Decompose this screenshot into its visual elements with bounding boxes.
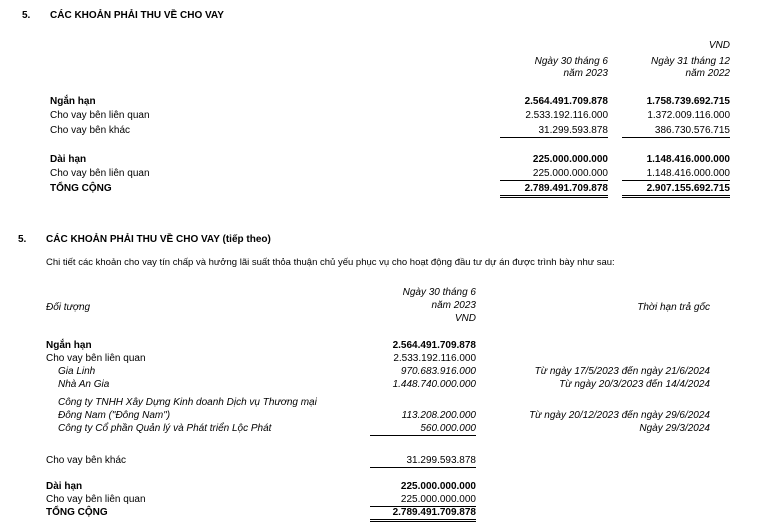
s2-row-label: Đông Nam ("Đông Nam"): [58, 410, 171, 421]
s2-row-amount: 2.533.192.116.000: [393, 353, 476, 364]
s2-row-label: Cho vay bên liên quan: [46, 494, 146, 505]
col-subject-header: Đối tượng: [46, 302, 91, 313]
s1-row-value-2022: 1.148.416.000.000: [646, 154, 730, 165]
s2-row-amount: 113.208.200.000: [401, 410, 476, 421]
s2-row-label: Dài hạn: [46, 481, 83, 492]
col-amount-header-line3: VND: [454, 313, 476, 324]
s2-row-term: Từ ngày 20/12/2023 đến ngày 29/6/2024: [529, 410, 710, 421]
s2-row-term: Từ ngày 20/3/2023 đến 14/4/2024: [559, 379, 710, 390]
s1-row-value-2022: 386.730.576.715: [622, 125, 730, 138]
s1-total-value-2022: 2.907.155.692.715: [622, 183, 730, 198]
s2-row-amount: 970.683.916.000: [400, 366, 476, 377]
s1-row-value-2022: 1.758.739.692.715: [646, 96, 730, 107]
s2-total-amount: 2.789.491.709.878: [370, 507, 476, 522]
s1-row-value-2023: 225.000.000.000: [532, 154, 608, 165]
s1-row-value-2023: 31.299.593.878: [500, 125, 608, 138]
s2-row-amount: 560.000.000: [370, 423, 476, 436]
section1-number: 5.: [22, 10, 31, 21]
section2-number: 5.: [18, 234, 27, 245]
col-amount-header-line2: năm 2023: [431, 300, 476, 311]
s2-row-amount: 2.564.491.709.878: [392, 340, 476, 351]
col-term-header: Thời hạn trả gốc: [637, 302, 710, 313]
col1-header-line1: Ngày 30 tháng 6: [534, 56, 608, 67]
s2-row-amount: 1.448.740.000.000: [392, 379, 476, 390]
col-amount-header-line1: Ngày 30 tháng 6: [402, 287, 476, 298]
section2-title: CÁC KHOẢN PHẢI THU VỀ CHO VAY (tiếp theo): [46, 234, 271, 245]
currency-label: VND: [708, 40, 730, 51]
s2-row-label: Ngắn hạn: [46, 340, 92, 351]
s2-row-amount: 225.000.000.000: [400, 481, 476, 492]
s1-row-label: Cho vay bên liên quan: [50, 168, 150, 179]
s2-row-term: Từ ngày 17/5/2023 đến ngày 21/6/2024: [534, 366, 710, 377]
s2-row-label: Công ty Cổ phần Quản lý và Phát triển Lộc Phát: [58, 423, 272, 434]
s1-row-value-2023: 2.564.491.709.878: [524, 96, 608, 107]
s2-row-label: Gia Linh: [58, 366, 96, 377]
s2-row-amount: 225.000.000.000: [370, 494, 476, 507]
s2-row-amount: 31.299.593.878: [370, 455, 476, 468]
s1-row-label: Cho vay bên khác: [50, 125, 131, 136]
s2-row-label: Cho vay bên liên quan: [46, 353, 146, 364]
s1-row-label: Cho vay bên liên quan: [50, 110, 150, 121]
s2-row-label: Công ty TNHH Xây Dựng Kinh doanh Dịch vụ Thương mại: [58, 397, 317, 408]
s2-row-label: Cho vay bên khác: [46, 455, 127, 466]
section2-intro: Chi tiết các khoản cho vay tín chấp và hưởng lãi suất thỏa thuận chủ yếu phục vụ cho hoạt động đầu tư dự án được trình bày như sau:: [46, 257, 615, 268]
s1-row-label: Ngắn hạn: [50, 96, 96, 107]
s2-total-label: TỔNG CỘNG: [46, 507, 108, 518]
s1-row-value-2023: 225.000.000.000: [500, 168, 608, 181]
s2-row-term: Ngày 29/3/2024: [639, 423, 710, 434]
section1-title: CÁC KHOẢN PHẢI THU VỀ CHO VAY: [50, 10, 224, 21]
col1-header-line2: năm 2023: [563, 68, 608, 79]
s1-row-value-2022: 1.372.009.116.000: [647, 110, 730, 121]
s1-row-value-2022: 1.148.416.000.000: [622, 168, 730, 181]
s2-row-label: Nhà An Gia: [58, 379, 110, 390]
s1-row-value-2023: 2.533.192.116.000: [525, 110, 608, 121]
s1-row-label: Dài hạn: [50, 154, 87, 165]
s1-total-label: TỔNG CỘNG: [50, 183, 112, 194]
s1-total-value-2023: 2.789.491.709.878: [500, 183, 608, 198]
col2-header-line2: năm 2022: [685, 68, 730, 79]
col2-header-line1: Ngày 31 tháng 12: [651, 56, 730, 67]
